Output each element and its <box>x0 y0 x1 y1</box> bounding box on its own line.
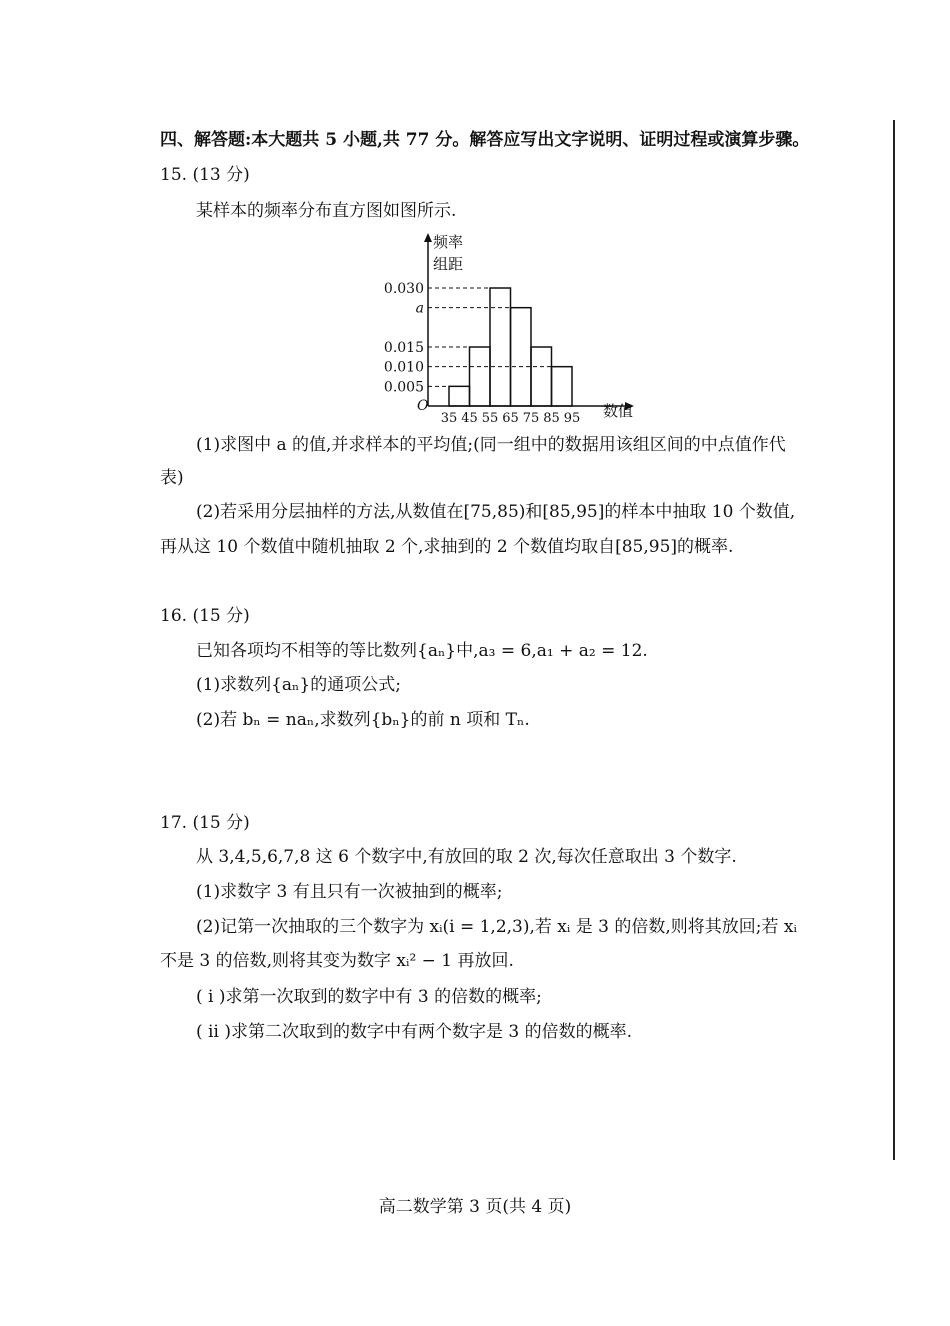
x-tick-label-1: 45 <box>461 411 478 426</box>
q17-stem: 从 3,4,5,6,7,8 这 6 个数字中,有放回的取 2 次,每次任意取出 3 个数字. <box>196 847 737 867</box>
y-tick-label-1: 0.010 <box>383 359 424 376</box>
right-margin-rule <box>893 120 895 1160</box>
q15-part1-line2: 表) <box>160 468 184 488</box>
x-tick-label-0: 35 <box>440 411 458 426</box>
page-footer: 高二数学第 3 页(共 4 页) <box>378 1197 572 1217</box>
y-axis-arrow <box>424 233 432 242</box>
q15-number: 15. (13 分) <box>160 165 250 185</box>
x-tick-label-2: 55 <box>481 411 499 426</box>
frequency-histogram <box>375 228 665 428</box>
x-axis-label: 数值 <box>603 402 634 420</box>
y-tick-label-4: 0.030 <box>383 281 424 298</box>
q15-stem: 某样本的频率分布直方图如图所示. <box>196 201 457 221</box>
y-tick-label-0: 0.005 <box>383 379 424 396</box>
y-tick-label-3: a <box>415 300 424 317</box>
y-axis-label-top: 频率 <box>433 233 464 251</box>
histogram-bar-3 <box>511 308 532 406</box>
histogram-bar-2 <box>490 288 511 406</box>
q16-part2: (2)若 bₙ = naₙ,求数列{bₙ}的前 n 项和 Tₙ. <box>196 710 530 730</box>
histogram-bar-5 <box>552 367 573 406</box>
histogram-bar-4 <box>531 347 552 406</box>
q15-part2-line1: (2)若采用分层抽样的方法,从数值在[75,85)和[85,95]的样本中抽取 10 个数值, <box>196 502 796 522</box>
q17-part2-line2: 不是 3 的倍数,则将其变为数字 xᵢ² − 1 再放回. <box>160 951 514 971</box>
y-tick-label-2: 0.015 <box>383 340 424 357</box>
histogram-bar-0 <box>449 386 470 406</box>
q15-part2-line2: 再从这 10 个数值中随机抽取 2 个,求抽到的 2 个数值均取自[85,95]的概率. <box>160 537 734 557</box>
q17-part1: (1)求数字 3 有且只有一次被抽到的概率; <box>196 882 503 902</box>
q16-part1: (1)求数列{aₙ}的通项公式; <box>196 675 401 695</box>
q17-part2-i: ( ⅰ )求第一次取到的数字中有 3 的倍数的概率; <box>196 987 542 1007</box>
q16-stem: 已知各项均不相等的等比数列{aₙ}中,a₃ = 6,a₁ + a₂ = 12. <box>196 641 648 661</box>
q17-part2-ii: ( ⅱ )求第二次取到的数字中有两个数字是 3 的倍数的概率. <box>196 1022 632 1042</box>
origin-label: O <box>417 398 429 414</box>
histogram-bar-1 <box>470 347 491 406</box>
x-tick-label-4: 75 <box>522 411 540 426</box>
q17-number: 17. (15 分) <box>160 813 250 833</box>
q15-part1-line1: (1)求图中 a 的值,并求样本的平均值;(同一组中的数据用该组区间的中点值作代 <box>196 435 786 455</box>
x-tick-label-6: 95 <box>563 411 581 426</box>
x-tick-label-5: 85 <box>543 411 560 426</box>
y-axis-label-bottom: 组距 <box>433 255 464 273</box>
x-tick-label-3: 65 <box>502 411 519 426</box>
q17-part2-line1: (2)记第一次抽取的三个数字为 xᵢ(i = 1,2,3),若 xᵢ 是 3 的倍数,则将其放回;若 xᵢ <box>196 917 797 937</box>
q16-number: 16. (15 分) <box>160 606 250 626</box>
section-heading: 四、解答题:本大题共 5 小题,共 77 分。解答应写出文字说明、证明过程或演算步骤。 <box>160 130 810 150</box>
